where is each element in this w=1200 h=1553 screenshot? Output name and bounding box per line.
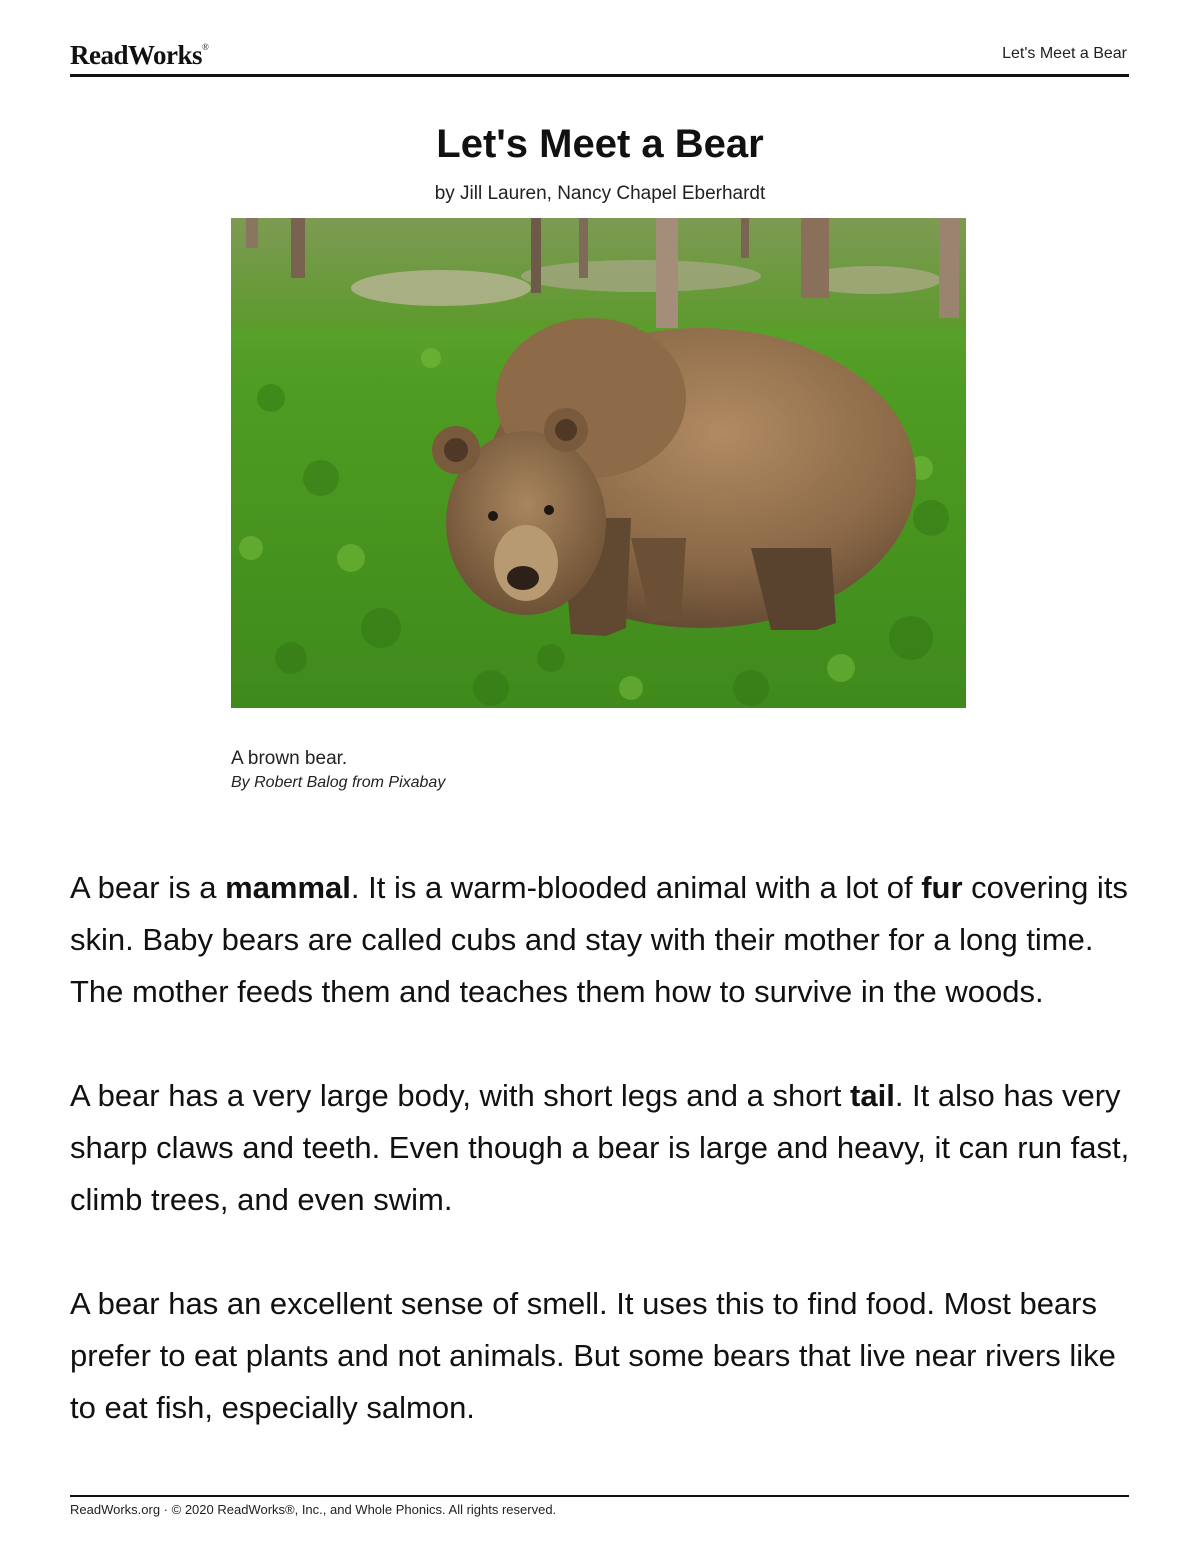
vocab-tail: tail (850, 1078, 895, 1113)
article-title: Let's Meet a Bear (436, 122, 764, 166)
paragraph-2-text-a: A bear has a very large body, with short legs and a short (70, 1078, 851, 1113)
page-footer: ReadWorks.org · © 2020 ReadWorks®, Inc., and Whole Phonics. All rights reserved. (70, 1502, 557, 1517)
brand-name: ReadWorks (70, 40, 203, 70)
paragraph-1-text-c: . It is a warm-blooded animal with a lot of (350, 870, 922, 905)
vocab-mammal: mammal (225, 870, 351, 905)
vocab-fur: fur (921, 870, 963, 905)
paragraph-1-text-e: covering its skin. Baby bears are called cubs and stay with their mother for a long time. The mother feeds them and teaches them how to survive in the woods. (70, 870, 1128, 1009)
header-article-title: Let's Meet a Bear (1002, 45, 1127, 62)
paragraph-1 (70, 862, 1140, 1018)
article-byline: by Jill Lauren, Nancy Chapel Eberhardt (434, 183, 766, 204)
registered-mark: ® (202, 42, 209, 52)
paragraph-3 (70, 1278, 1140, 1434)
paragraph-3-text: A bear has an excellent sense of smell. It uses this to find food. Most bears prefer to eat plants and not animals. But some bears that live near rivers like to eat fish, especially salmon. (70, 1286, 1116, 1425)
paragraph-2-text-c: . It also has very sharp claws and teeth. Even though a bear is large and heavy, it can run fast, climb trees, and even swim. (70, 1078, 1130, 1217)
paragraph-2 (70, 1070, 1140, 1226)
brown-bear-photo (231, 218, 966, 708)
page-header (70, 36, 1129, 77)
readworks-logo (70, 40, 208, 71)
paragraph-1-text-a: A bear is a (70, 870, 226, 905)
article-body (70, 862, 1140, 1486)
photo-credit: By Robert Balog from Pixabay (231, 774, 446, 791)
footer-divider (70, 1495, 1129, 1497)
photo-caption: A brown bear. (231, 748, 348, 769)
